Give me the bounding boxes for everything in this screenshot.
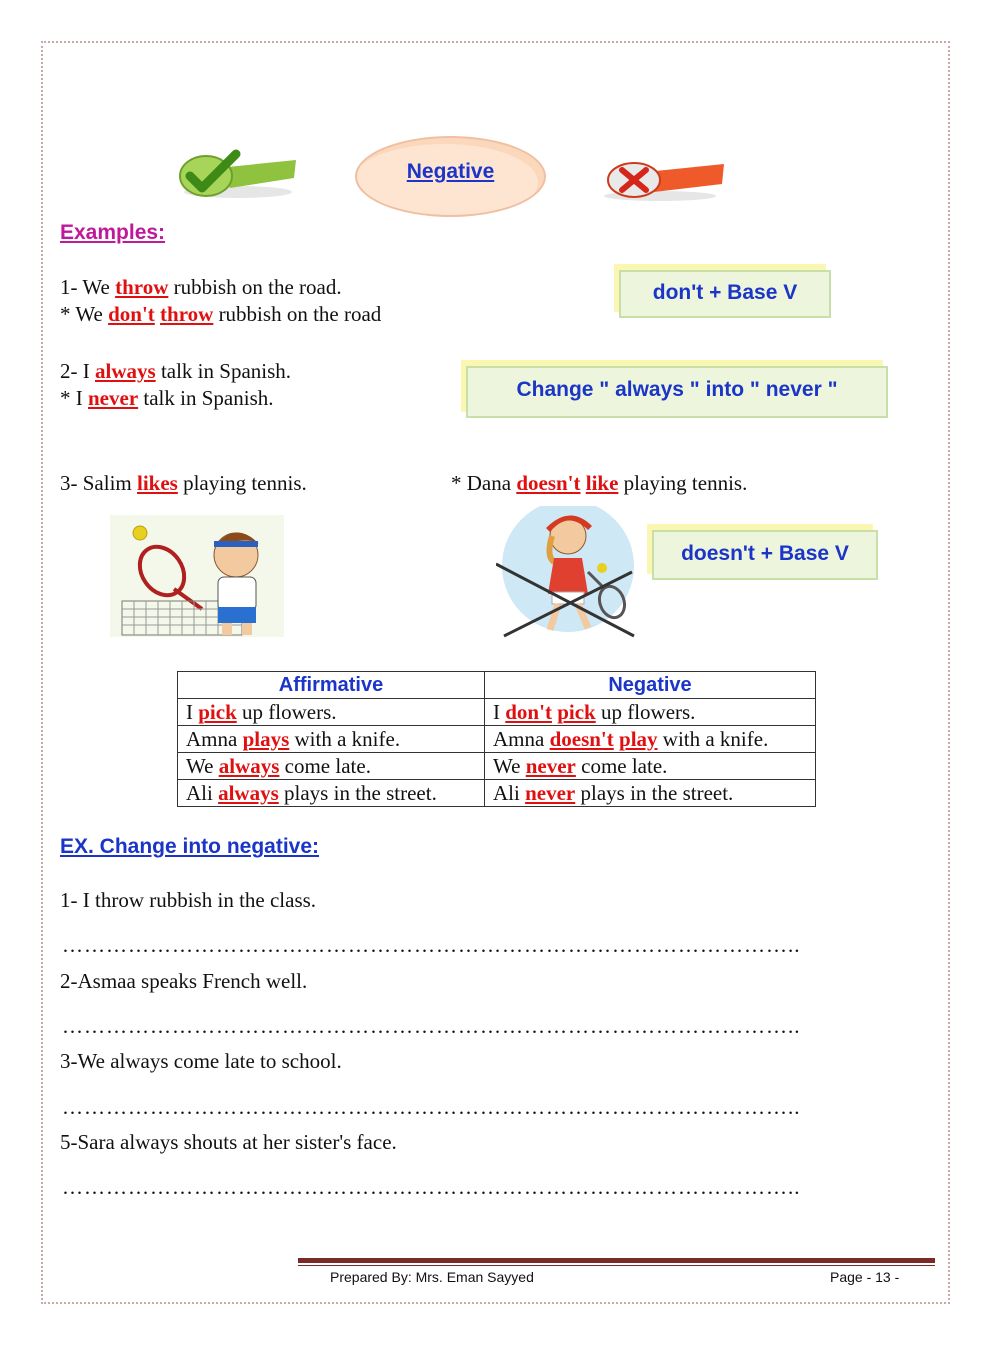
example-1-neg-rest: rubbish on the road (213, 302, 382, 326)
example-2-neg-word: never (88, 386, 139, 410)
affirmative-cell: I pick up flowers. (178, 699, 485, 726)
example-3-prefix: 3- Salim (60, 471, 137, 495)
boy-tennis-illustration (110, 515, 284, 637)
example-3-neg-aux: doesn't (516, 471, 581, 495)
affirmative-cell: We always come late. (178, 753, 485, 780)
header-affirmative: Affirmative (178, 672, 485, 699)
checkmark-icon (178, 148, 298, 200)
example-1-prefix: 1- We (60, 275, 116, 299)
answer-line-4[interactable]: ……………………………………………………………………………………….. (62, 1175, 801, 1199)
footer-page-number: Page - 13 - (830, 1269, 900, 1285)
example-3-sentence (60, 470, 307, 497)
rule-box-doesnt: doesn't + Base V (652, 530, 878, 580)
rule-box-always: Change " always " into " never " (466, 366, 888, 418)
table-row (178, 780, 816, 807)
exercise-heading: EX. Change into negative: (60, 835, 320, 858)
affirmative-cell: Amna plays with a knife. (178, 726, 485, 753)
negative-cell: Ali never plays in the street. (485, 780, 816, 807)
table-row (178, 726, 816, 753)
table-header-row (178, 672, 816, 699)
example-1-sentence (60, 274, 342, 301)
example-2-neg-rest: talk in Spanish. (138, 386, 274, 410)
example-1-negative (60, 301, 381, 328)
rule-box-dont: don't + Base V (619, 270, 831, 318)
exercise-item-1: 1- I throw rubbish in the class. (60, 888, 317, 912)
example-1-neg-verb: throw (160, 302, 214, 326)
example-2-rest: talk in Spanish. (155, 359, 292, 383)
table-row (178, 753, 816, 780)
example-2-negative (60, 385, 274, 412)
answer-line-1[interactable]: ……………………………………………………………………………………….. (62, 933, 801, 957)
example-2-verb: always (95, 359, 156, 383)
answer-line-2[interactable]: ……………………………………………………………………………………….. (62, 1014, 801, 1038)
example-3-rest: playing tennis. (177, 471, 307, 495)
affirmative-cell: Ali always plays in the street. (178, 780, 485, 807)
page-title: Negative (406, 160, 495, 183)
negative-cell: I don't pick up flowers. (485, 699, 816, 726)
exercise-item-3: 3-We always come late to school. (60, 1049, 342, 1073)
example-2-prefix: 2- I (60, 359, 95, 383)
example-2-sentence (60, 358, 291, 385)
table-row (178, 699, 816, 726)
example-3-negative (451, 470, 747, 497)
example-1-neg-aux: don't (108, 302, 155, 326)
example-3-verb: likes (137, 471, 178, 495)
example-2-neg-prefix: * I (60, 386, 88, 410)
exercise-item-2: 2-Asmaa speaks French well. (60, 969, 308, 993)
example-3-neg-rest: playing tennis. (618, 471, 748, 495)
girl-tennis-illustration (496, 506, 638, 638)
example-3-neg-prefix: * Dana (451, 471, 517, 495)
examples-heading: Examples: (60, 221, 166, 244)
answer-line-3[interactable]: ……………………………………………………………………………………….. (62, 1095, 801, 1119)
example-3-neg-verb: like (585, 471, 619, 495)
footer-author: Prepared By: Mrs. Eman Sayyed (330, 1269, 534, 1285)
header-negative: Negative (485, 672, 816, 699)
exercise-item-4: 5-Sara always shouts at her sister's face. (60, 1130, 397, 1154)
example-1-rest: rubbish on the road. (168, 275, 342, 299)
grammar-table (177, 671, 816, 807)
example-1-verb: throw (115, 275, 169, 299)
footer-rule (298, 1258, 935, 1263)
title-oval (355, 136, 546, 217)
negative-cell: Amna doesn't play with a knife. (485, 726, 816, 753)
footer-rule-thin (298, 1265, 935, 1266)
example-1-neg-prefix: * We (60, 302, 109, 326)
cross-icon (598, 158, 728, 202)
negative-cell: We never come late. (485, 753, 816, 780)
